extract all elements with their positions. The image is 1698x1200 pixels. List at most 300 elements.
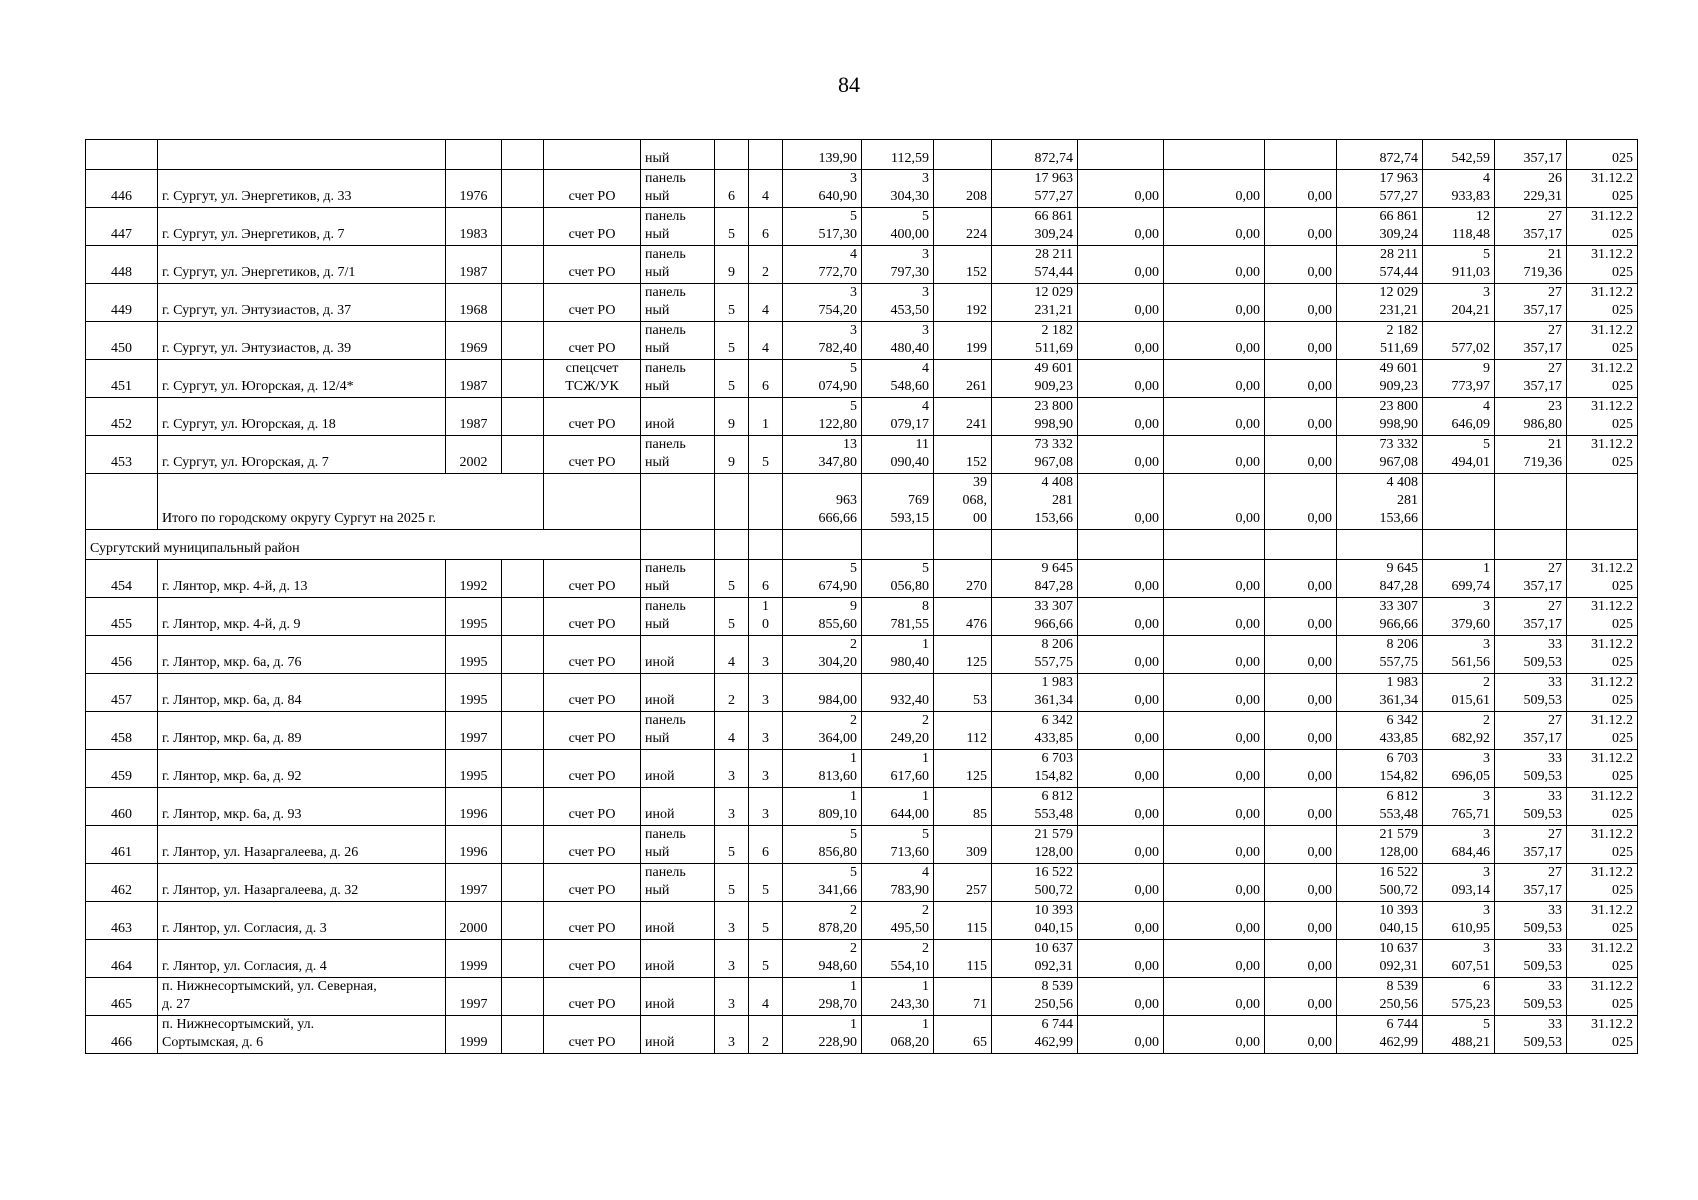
year-cell: 1987: [446, 398, 502, 436]
floors-cell: 9: [715, 398, 749, 436]
material-cell: иной: [641, 940, 715, 978]
cost-federal-cell: 0,00: [1078, 940, 1164, 978]
residents-cell: 224: [934, 208, 992, 246]
cost-per-sqm-cell: 3 684,46: [1423, 826, 1495, 864]
address-cell: г. Сургут, ул. Энергетиков, д. 7/1: [158, 246, 446, 284]
address-cell: г. Лянтор, ул. Назаргалеева, д. 26: [158, 826, 446, 864]
cost-total-cell: 23 800 998,90: [992, 398, 1078, 436]
area-living-cell: 8 781,55: [862, 598, 934, 636]
empty-cell: [502, 398, 544, 436]
empty-cell: [1164, 530, 1265, 560]
date-cell: 31.12.2 025: [1567, 1016, 1638, 1054]
cost-per-sqm-cell: 3 204,21: [1423, 284, 1495, 322]
area-total-cell: 139,90: [783, 140, 862, 170]
row-number-cell: 466: [86, 1016, 158, 1054]
empty-cell: [502, 864, 544, 902]
area-living-cell: 11 090,40: [862, 436, 934, 474]
residents-cell: 270: [934, 560, 992, 598]
cost-regional-cell: 0,00: [1164, 674, 1265, 712]
floors-cell: 6: [715, 170, 749, 208]
date-cell: 31.12.2 025: [1567, 170, 1638, 208]
cost-local-cell: 0,00: [1265, 864, 1337, 902]
cost-per-sqm-cell: 6 575,23: [1423, 978, 1495, 1016]
entrances-cell: 3: [749, 788, 783, 826]
table-row: [86, 284, 1638, 322]
area-total-cell: 5 674,90: [783, 560, 862, 598]
area-living-cell: 1 068,20: [862, 1016, 934, 1054]
material-cell: иной: [641, 674, 715, 712]
fund-cell: счет РО: [544, 712, 641, 750]
limit-cost-cell: 27 357,17: [1495, 208, 1567, 246]
fund-cell: счет РО: [544, 674, 641, 712]
table-row: [86, 788, 1638, 826]
empty-cell: [502, 940, 544, 978]
fund-cell: счет РО: [544, 826, 641, 864]
residents-cell: 53: [934, 674, 992, 712]
date-cell: 31.12.2 025: [1567, 246, 1638, 284]
material-cell: иной: [641, 978, 715, 1016]
area-total-cell: 9 855,60: [783, 598, 862, 636]
empty-cell: [502, 360, 544, 398]
table-row: [86, 712, 1638, 750]
cost-regional-cell: 0,00: [1164, 864, 1265, 902]
cost-per-sqm-cell: 5 911,03: [1423, 246, 1495, 284]
entrances-cell: 4: [749, 284, 783, 322]
date-cell: 31.12.2 025: [1567, 864, 1638, 902]
cost-regional-cell: 0,00: [1164, 360, 1265, 398]
cost-total-cell: 21 579 128,00: [992, 826, 1078, 864]
cost-federal-cell: 0,00: [1078, 246, 1164, 284]
table-row: [86, 398, 1638, 436]
empty-cell: [715, 530, 749, 560]
row-number-cell: 459: [86, 750, 158, 788]
material-cell: панель ный: [641, 598, 715, 636]
entrances-cell: 5: [749, 902, 783, 940]
limit-cost-cell: 33 509,53: [1495, 750, 1567, 788]
empty-cell: [502, 978, 544, 1016]
limit-cost-cell: 26 229,31: [1495, 170, 1567, 208]
date-cell: 31.12.2 025: [1567, 560, 1638, 598]
area-living-cell: 112,59: [862, 140, 934, 170]
limit-cost-cell: 27 357,17: [1495, 864, 1567, 902]
cost-fund-cell: 8 206 557,75: [1337, 636, 1423, 674]
area-living-cell: 3 797,30: [862, 246, 934, 284]
area-living-cell: 1 617,60: [862, 750, 934, 788]
cost-per-sqm-cell: 3 610,95: [1423, 902, 1495, 940]
cost-regional-cell: 0,00: [1164, 978, 1265, 1016]
residents-cell: 261: [934, 360, 992, 398]
cost-fund-cell: 6 342 433,85: [1337, 712, 1423, 750]
cost-regional-cell: 0,00: [1164, 208, 1265, 246]
material-cell: панель ный: [641, 284, 715, 322]
material-cell: панель ный: [641, 826, 715, 864]
table-row: [86, 750, 1638, 788]
residents-cell: 241: [934, 398, 992, 436]
address-cell: г. Лянтор, мкр. 6а, д. 84: [158, 674, 446, 712]
empty-cell: [502, 208, 544, 246]
row-number-cell: 462: [86, 864, 158, 902]
area-total-cell: 5 341,66: [783, 864, 862, 902]
year-cell: 1999: [446, 1016, 502, 1054]
floors-cell: 3: [715, 1016, 749, 1054]
year-cell: 1987: [446, 360, 502, 398]
empty-cell: [1495, 474, 1567, 530]
residents-cell: 125: [934, 636, 992, 674]
cost-fund-cell: 73 332 967,08: [1337, 436, 1423, 474]
empty-cell: [502, 598, 544, 636]
area-living-cell: 4 079,17: [862, 398, 934, 436]
material-cell: иной: [641, 1016, 715, 1054]
address-cell: г. Лянтор, мкр. 6а, д. 92: [158, 750, 446, 788]
empty-cell: [502, 750, 544, 788]
empty-cell: [1495, 530, 1567, 560]
cost-federal-cell: 0,00: [1078, 674, 1164, 712]
cost-local-cell: 0,00: [1265, 208, 1337, 246]
row-number-cell: 461: [86, 826, 158, 864]
year-cell: 1995: [446, 750, 502, 788]
row-number-cell: 463: [86, 902, 158, 940]
cost-fund-cell: 10 637 092,31: [1337, 940, 1423, 978]
row-number-cell: 456: [86, 636, 158, 674]
date-cell: 31.12.2 025: [1567, 902, 1638, 940]
cost-per-sqm-cell: 3 561,56: [1423, 636, 1495, 674]
row-number-cell: 447: [86, 208, 158, 246]
area-total-cell: 2 304,20: [783, 636, 862, 674]
empty-cell: [641, 530, 715, 560]
date-cell: 31.12.2 025: [1567, 674, 1638, 712]
area-total-cell: 984,00: [783, 674, 862, 712]
date-cell: 31.12.2 025: [1567, 750, 1638, 788]
empty-cell: [992, 530, 1078, 560]
cost-federal-cell: 0,00: [1078, 788, 1164, 826]
table-row: [86, 636, 1638, 674]
empty-cell: [502, 788, 544, 826]
cost-federal-cell: 0,00: [1078, 560, 1164, 598]
empty-cell: [502, 826, 544, 864]
capital-repair-table: [85, 139, 1638, 1054]
date-cell: 31.12.2 025: [1567, 398, 1638, 436]
empty-cell: [934, 530, 992, 560]
cost-local-cell: 0,00: [1265, 940, 1337, 978]
cost-regional-cell: 0,00: [1164, 398, 1265, 436]
residents-cell: 192: [934, 284, 992, 322]
material-cell: иной: [641, 902, 715, 940]
address-cell: г. Лянтор, мкр. 6а, д. 89: [158, 712, 446, 750]
table-row: [86, 322, 1638, 360]
table-row: [86, 436, 1638, 474]
total-area-living: 769 593,15: [862, 474, 934, 530]
residents-cell: 208: [934, 170, 992, 208]
cost-regional-cell: 0,00: [1164, 636, 1265, 674]
material-cell: панель ный: [641, 170, 715, 208]
empty-cell: [1567, 530, 1638, 560]
fund-cell: счет РО: [544, 398, 641, 436]
cost-total-cell: 28 211 574,44: [992, 246, 1078, 284]
area-total-cell: 4 772,70: [783, 246, 862, 284]
cost-fund-cell: 6 812 553,48: [1337, 788, 1423, 826]
area-total-cell: 1 298,70: [783, 978, 862, 1016]
address-cell: г. Сургут, ул. Энтузиастов, д. 37: [158, 284, 446, 322]
empty-cell: [715, 474, 749, 530]
table-row: [86, 864, 1638, 902]
cost-local-cell: 0,00: [1265, 560, 1337, 598]
empty-cell: [502, 712, 544, 750]
residents-cell: 257: [934, 864, 992, 902]
cost-fund-cell: 10 393 040,15: [1337, 902, 1423, 940]
cost-fund-cell: 9 645 847,28: [1337, 560, 1423, 598]
area-living-cell: 932,40: [862, 674, 934, 712]
entrances-cell: 4: [749, 170, 783, 208]
total-cost-federal: 0,00: [1078, 474, 1164, 530]
cost-per-sqm-cell: 3 607,51: [1423, 940, 1495, 978]
cost-local-cell: 0,00: [1265, 322, 1337, 360]
fund-cell: счет РО: [544, 322, 641, 360]
fund-cell: счет РО: [544, 978, 641, 1016]
area-total-cell: 2 364,00: [783, 712, 862, 750]
area-living-cell: 2 249,20: [862, 712, 934, 750]
empty-cell: [1265, 530, 1337, 560]
area-living-cell: 1 243,30: [862, 978, 934, 1016]
cost-federal-cell: 0,00: [1078, 902, 1164, 940]
table-row: [86, 208, 1638, 246]
cost-total-cell: 12 029 231,21: [992, 284, 1078, 322]
date-cell: 31.12.2 025: [1567, 788, 1638, 826]
total-cost: 4 408 281 153,66: [992, 474, 1078, 530]
table-row: [86, 674, 1638, 712]
cost-regional-cell: 0,00: [1164, 598, 1265, 636]
limit-cost-cell: 27 357,17: [1495, 360, 1567, 398]
cost-federal-cell: 0,00: [1078, 864, 1164, 902]
entrances-cell: 2: [749, 246, 783, 284]
floors-cell: 4: [715, 712, 749, 750]
cost-total-cell: 49 601 909,23: [992, 360, 1078, 398]
cost-per-sqm-cell: 2 682,92: [1423, 712, 1495, 750]
entrances-cell: 1: [749, 398, 783, 436]
address-cell: г. Сургут, ул. Югорская, д. 7: [158, 436, 446, 474]
cost-per-sqm-cell: 1 699,74: [1423, 560, 1495, 598]
row-number-cell: 450: [86, 322, 158, 360]
limit-cost-cell: 33 509,53: [1495, 636, 1567, 674]
material-cell: панель ный: [641, 208, 715, 246]
cost-fund-cell: 66 861 309,24: [1337, 208, 1423, 246]
floors-cell: 9: [715, 246, 749, 284]
cost-total-cell: 8 539 250,56: [992, 978, 1078, 1016]
cost-total-cell: 9 645 847,28: [992, 560, 1078, 598]
cost-total-cell: 16 522 500,72: [992, 864, 1078, 902]
cost-federal-cell: 0,00: [1078, 322, 1164, 360]
floors-cell: 3: [715, 978, 749, 1016]
table-row: [86, 360, 1638, 398]
area-total-cell: 1 809,10: [783, 788, 862, 826]
entrances-cell: 1 0: [749, 598, 783, 636]
material-cell: иной: [641, 636, 715, 674]
cost-fund-cell: 33 307 966,66: [1337, 598, 1423, 636]
fund-cell: счет РО: [544, 436, 641, 474]
area-total-cell: 5 517,30: [783, 208, 862, 246]
year-cell: 1969: [446, 322, 502, 360]
area-total-cell: 3 754,20: [783, 284, 862, 322]
limit-cost-cell: 33 509,53: [1495, 940, 1567, 978]
cost-local-cell: 0,00: [1265, 598, 1337, 636]
address-cell: п. Нижнесортымский, ул. Северная, д. 27: [158, 978, 446, 1016]
area-total-cell: 3 782,40: [783, 322, 862, 360]
floors-cell: 5: [715, 360, 749, 398]
residents-cell: 152: [934, 436, 992, 474]
fund-cell: счет РО: [544, 788, 641, 826]
fund-cell: счет РО: [544, 560, 641, 598]
residents-cell: 85: [934, 788, 992, 826]
year-cell: 2002: [446, 436, 502, 474]
total-area-total: 963 666,66: [783, 474, 862, 530]
cost-federal-cell: 0,00: [1078, 436, 1164, 474]
address-cell: г. Лянтор, мкр. 6а, д. 93: [158, 788, 446, 826]
date-cell: 31.12.2 025: [1567, 598, 1638, 636]
floors-cell: 5: [715, 864, 749, 902]
cost-local-cell: 0,00: [1265, 436, 1337, 474]
cost-regional-cell: 0,00: [1164, 940, 1265, 978]
row-number-cell: 460: [86, 788, 158, 826]
entrances-cell: 6: [749, 360, 783, 398]
floors-cell: 5: [715, 322, 749, 360]
area-living-cell: 4 548,60: [862, 360, 934, 398]
empty-cell: [1078, 530, 1164, 560]
cost-local-cell: 0,00: [1265, 674, 1337, 712]
entrances-cell: 6: [749, 560, 783, 598]
entrances-cell: 3: [749, 674, 783, 712]
empty-cell: [502, 902, 544, 940]
cost-per-sqm-cell: 12 118,48: [1423, 208, 1495, 246]
area-living-cell: 2 495,50: [862, 902, 934, 940]
row-number-cell: 458: [86, 712, 158, 750]
cost-total-cell: 73 332 967,08: [992, 436, 1078, 474]
cost-total-cell: 2 182 511,69: [992, 322, 1078, 360]
limit-cost-cell: 33 509,53: [1495, 978, 1567, 1016]
floors-cell: 5: [715, 598, 749, 636]
limit-cost-cell: 33 509,53: [1495, 788, 1567, 826]
address-cell: г. Сургут, ул. Югорская, д. 12/4*: [158, 360, 446, 398]
fund-cell: счет РО: [544, 750, 641, 788]
residents-cell: 115: [934, 902, 992, 940]
empty-cell: [783, 530, 862, 560]
floors-cell: 3: [715, 788, 749, 826]
entrances-cell: 6: [749, 208, 783, 246]
limit-cost-cell: 33 509,53: [1495, 1016, 1567, 1054]
cost-local-cell: 0,00: [1265, 750, 1337, 788]
residents-cell: 125: [934, 750, 992, 788]
limit-cost-cell: 27 357,17: [1495, 826, 1567, 864]
table-body: [86, 140, 1638, 1054]
empty-cell: [502, 560, 544, 598]
year-cell: 1997: [446, 978, 502, 1016]
empty-cell: [502, 170, 544, 208]
residents-cell: 115: [934, 940, 992, 978]
area-living-cell: 5 400,00: [862, 208, 934, 246]
table-row: [86, 598, 1638, 636]
empty-cell: [1423, 530, 1495, 560]
row-number-cell: 465: [86, 978, 158, 1016]
limit-cost-cell: 33 509,53: [1495, 674, 1567, 712]
address-cell: п. Нижнесортымский, ул. Сортымская, д. 6: [158, 1016, 446, 1054]
empty-cell: [544, 474, 641, 530]
residents-cell: 65: [934, 1016, 992, 1054]
year-cell: 1987: [446, 246, 502, 284]
cost-fund-cell: 8 539 250,56: [1337, 978, 1423, 1016]
material-cell: иной: [641, 750, 715, 788]
limit-cost-cell: 27 357,17: [1495, 322, 1567, 360]
cost-total-cell: 10 637 092,31: [992, 940, 1078, 978]
address-cell: г. Сургут, ул. Энергетиков, д. 33: [158, 170, 446, 208]
year-cell: 1999: [446, 940, 502, 978]
cost-per-sqm-cell: 3 765,71: [1423, 788, 1495, 826]
total-label: Итого по городскому округу Сургут на 2025 г.: [158, 474, 544, 530]
cost-total-cell: 66 861 309,24: [992, 208, 1078, 246]
entrances-cell: 4: [749, 978, 783, 1016]
cost-total-cell: 6 703 154,82: [992, 750, 1078, 788]
area-total-cell: 5 074,90: [783, 360, 862, 398]
cost-regional-cell: 0,00: [1164, 170, 1265, 208]
material-cell: панель ный: [641, 712, 715, 750]
area-total-cell: 13 347,80: [783, 436, 862, 474]
address-cell: г. Сургут, ул. Энтузиастов, д. 39: [158, 322, 446, 360]
table-row: [86, 140, 1638, 170]
cost-regional-cell: 0,00: [1164, 560, 1265, 598]
row-number-cell: 464: [86, 940, 158, 978]
cost-local-cell: 0,00: [1265, 398, 1337, 436]
empty-cell: [502, 246, 544, 284]
table-row: [86, 940, 1638, 978]
date-cell: 31.12.2 025: [1567, 436, 1638, 474]
fund-cell: счет РО: [544, 208, 641, 246]
empty-cell: [1567, 474, 1638, 530]
year-cell: 1968: [446, 284, 502, 322]
area-total-cell: 2 878,20: [783, 902, 862, 940]
area-living-cell: 5 056,80: [862, 560, 934, 598]
area-living-cell: 3 480,40: [862, 322, 934, 360]
cost-federal-cell: 0,00: [1078, 598, 1164, 636]
entrances-cell: 6: [749, 826, 783, 864]
table-row: [86, 902, 1638, 940]
fund-cell: счет РО: [544, 598, 641, 636]
cost-total-cell: 6 342 433,85: [992, 712, 1078, 750]
entrances-cell: 3: [749, 636, 783, 674]
cost-regional-cell: 0,00: [1164, 1016, 1265, 1054]
residents-cell: 152: [934, 246, 992, 284]
cost-total-cell: 8 206 557,75: [992, 636, 1078, 674]
cost-total-cell: 1 983 361,34: [992, 674, 1078, 712]
cost-fund-cell: 28 211 574,44: [1337, 246, 1423, 284]
cost-regional-cell: 0,00: [1164, 436, 1265, 474]
area-living-cell: 4 783,90: [862, 864, 934, 902]
limit-cost-cell: 21 719,36: [1495, 246, 1567, 284]
date-cell: 31.12.2 025: [1567, 978, 1638, 1016]
fund-cell: счет РО: [544, 1016, 641, 1054]
empty-cell: [86, 474, 158, 530]
cost-total-cell: 33 307 966,66: [992, 598, 1078, 636]
residents-cell: 199: [934, 322, 992, 360]
section-label: Сургутский муниципальный район: [86, 530, 641, 560]
year-cell: 2000: [446, 902, 502, 940]
row-number-cell: 446: [86, 170, 158, 208]
cost-local-cell: 0,00: [1265, 712, 1337, 750]
empty-cell: [641, 474, 715, 530]
cost-federal-cell: 0,00: [1078, 208, 1164, 246]
year-cell: 1997: [446, 864, 502, 902]
cost-total-cell: 6 812 553,48: [992, 788, 1078, 826]
section-row: [86, 530, 1638, 560]
cost-fund-cell: 872,74: [1337, 140, 1423, 170]
floors-cell: 3: [715, 902, 749, 940]
address-cell: г. Лянтор, ул. Назаргалеева, д. 32: [158, 864, 446, 902]
